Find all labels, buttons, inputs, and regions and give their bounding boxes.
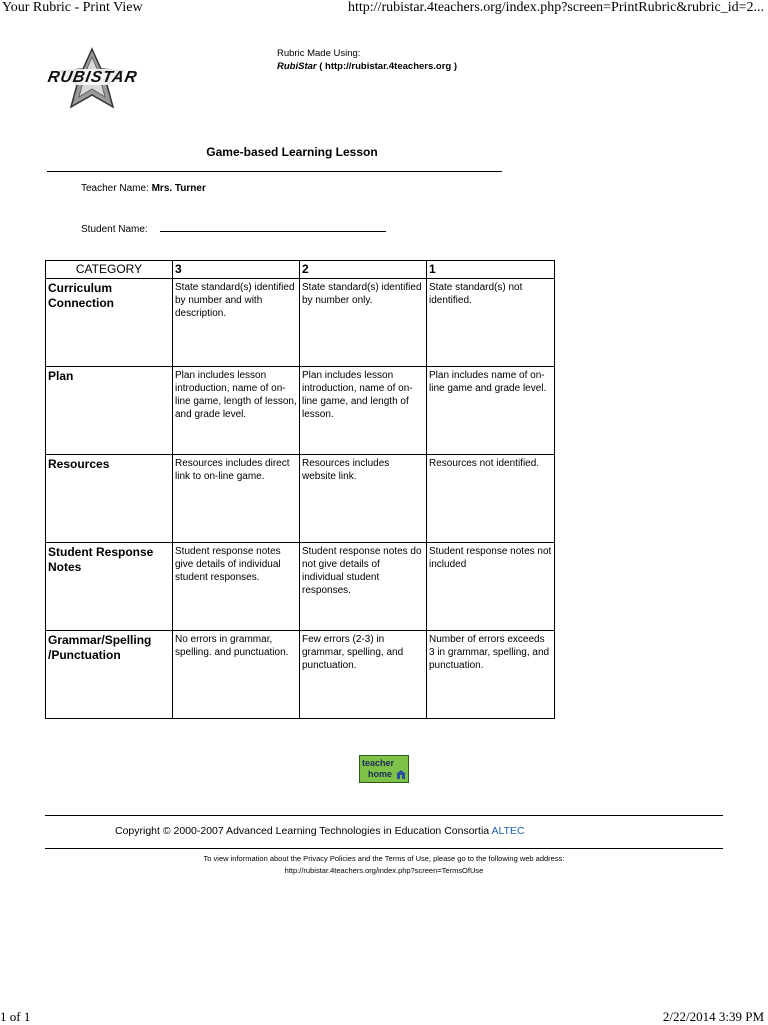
svg-text:RUBISTAR: RUBISTAR: [46, 68, 138, 86]
teacher-label: Teacher Name:: [81, 183, 152, 194]
rubric-cell: Resources includes website link.: [300, 455, 427, 543]
teacher-name: Mrs. Turner: [151, 183, 206, 194]
column-header-1: 1: [427, 261, 555, 279]
terms-of-use-url[interactable]: http://rubistar.4teachers.org/index.php?screen=TermsOfUse: [284, 866, 484, 875]
rubric-cell: State standard(s) not identified.: [427, 279, 555, 367]
altec-link[interactable]: ALTEC: [491, 825, 525, 837]
rubric-cell: Student response notes not included: [427, 543, 555, 631]
rubistar-logo[interactable]: [46, 47, 138, 109]
footer-divider-top: [45, 815, 723, 816]
teacher-home-label-1: teacher: [362, 758, 395, 768]
rubric-cell: Student response notes do not give details of individual student responses.: [300, 543, 427, 631]
rubric-cell: No errors in grammar, spelling. and punctuation.: [173, 631, 300, 719]
title-divider: [47, 171, 502, 172]
made-using-link[interactable]: [277, 61, 457, 72]
print-page-title: Your Rubric - Print View: [2, 0, 143, 15]
teacher-name-row: [81, 183, 206, 194]
rubric-cell: Few errors (2-3) in grammar, spelling, and punctuation.: [300, 631, 427, 719]
table-row: [46, 367, 555, 455]
student-name-blank: [160, 222, 386, 232]
rubric-cell: Plan includes name of on-line game and grade level.: [427, 367, 555, 455]
row-category: Plan: [46, 367, 173, 455]
rubric-title: Game-based Learning Lesson: [206, 145, 378, 159]
row-category: Grammar/Spelling /Punctuation: [46, 631, 173, 719]
table-row: [46, 631, 555, 719]
star-icon: [46, 47, 138, 109]
student-label: Student Name:: [81, 224, 148, 235]
column-header-2: 2: [300, 261, 427, 279]
copyright-text: Copyright © 2000-2007 Advanced Learning Technologies in Education Consortia: [115, 825, 492, 837]
teacher-home-button[interactable]: [359, 755, 409, 783]
house-icon: [396, 770, 406, 779]
table-row: [46, 455, 555, 543]
rubric-cell: Resources not identified.: [427, 455, 555, 543]
rubric-cell: Plan includes lesson introduction, name of on-line game, and length of lesson.: [300, 367, 427, 455]
student-name-row: [81, 222, 386, 235]
teacher-home-label-2: home: [368, 769, 393, 779]
rubric-cell: State standard(s) identified by number and with description.: [173, 279, 300, 367]
print-url: http://rubistar.4teachers.org/index.php?screen=PrintRubric&rubric_id=2...: [348, 0, 764, 15]
table-header-row: [46, 261, 555, 279]
column-header-category: CATEGORY: [46, 261, 173, 279]
column-header-3: 3: [173, 261, 300, 279]
row-category: Resources: [46, 455, 173, 543]
rubric-cell: Plan includes lesson introduction, name of on-line game, length of lesson, and grade level.: [173, 367, 300, 455]
row-category: Student Response Notes: [46, 543, 173, 631]
table-row: [46, 279, 555, 367]
row-category: Curriculum Connection: [46, 279, 173, 367]
rubric-cell: Resources includes direct link to on-line game.: [173, 455, 300, 543]
page-count: 1 of 1: [0, 1009, 31, 1024]
footer-divider-bottom: [45, 848, 723, 849]
print-datetime: 2/22/2014 3:39 PM: [662, 1009, 764, 1024]
privacy-notice: To view information about the Privacy Policies and the Terms of Use, please go to the following web address:: [203, 854, 565, 863]
copyright-notice: [115, 825, 525, 837]
rubric-cell: Student response notes give details of individual student responses.: [173, 543, 300, 631]
rubistar-brand: RubiStar: [277, 61, 317, 72]
made-using-label: Rubric Made Using:: [277, 48, 361, 59]
rubric-table: [45, 260, 555, 719]
rubric-cell: Number of errors exceeds 3 in grammar, spelling, and punctuation.: [427, 631, 555, 719]
table-row: [46, 543, 555, 631]
rubistar-url: ( http://rubistar.4teachers.org ): [316, 61, 458, 72]
rubric-cell: State standard(s) identified by number only.: [300, 279, 427, 367]
